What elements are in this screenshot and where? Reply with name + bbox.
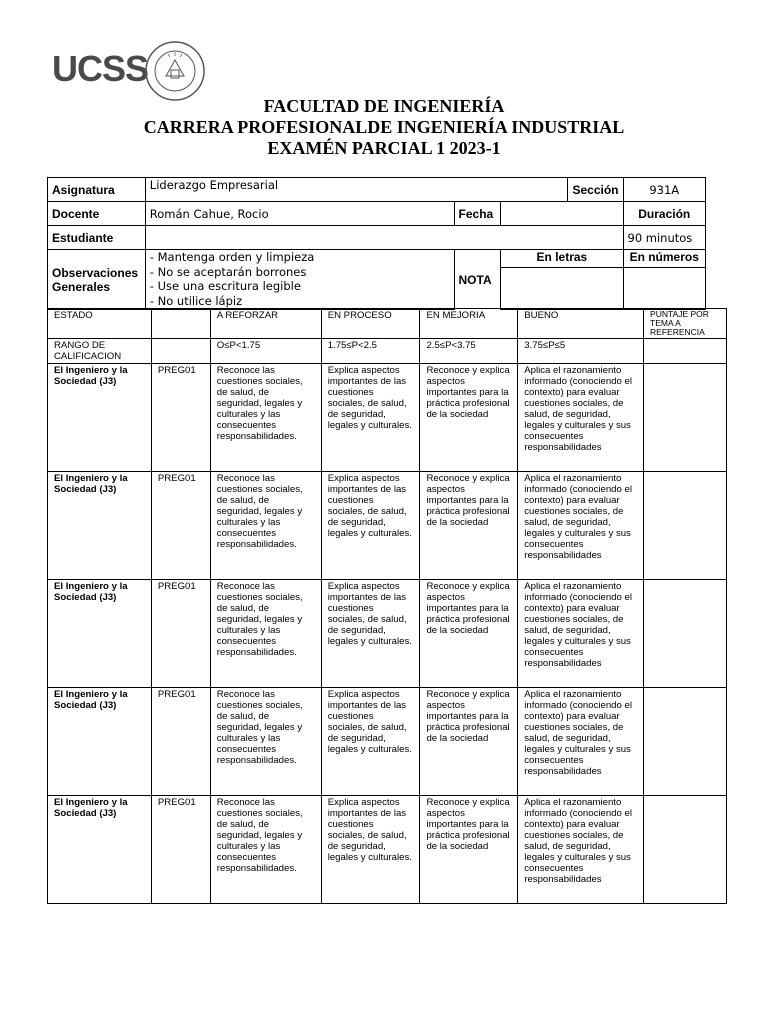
- pregunta-cell: PREG01: [151, 364, 210, 472]
- observaciones-label: Observaciones Generales: [48, 250, 146, 310]
- puntaje-cell[interactable]: [644, 580, 727, 688]
- bueno-cell: Aplica el razonamiento informado (conociendo el contexto) para evaluar cuestiones sociales, de salud, de seguridad, legales y culturales y sus consecuentes responsabilidades: [518, 364, 644, 472]
- proceso-cell: Explica aspectos importantes de las cuestiones sociales, de salud, de seguridad, legales y culturales.: [321, 688, 420, 796]
- mejoria-cell: Reconoce y explica aspectos importantes para la práctica profesional de la sociedad: [420, 580, 518, 688]
- docente-label: Docente: [48, 202, 146, 226]
- rubric-row: [48, 472, 727, 580]
- faculty-title: FACULTAD DE INGENIERÍA: [263, 96, 505, 116]
- proceso-cell: Explica aspectos importantes de las cuestiones sociales, de salud, de seguridad, legales y culturales.: [321, 796, 420, 904]
- bueno-cell: Aplica el razonamiento informado (conociendo el contexto) para evaluar cuestiones sociales, de salud, de seguridad, legales y culturales y sus consecuentes responsabilidades: [518, 472, 644, 580]
- header-puntaje: PUNTAJE POR TEMA A REFERENCIA: [644, 309, 727, 339]
- estudiante-value[interactable]: [145, 226, 623, 250]
- observaciones-list: [145, 250, 454, 310]
- competencia-cell: El Ingeniero y la Sociedad (J3): [48, 580, 152, 688]
- puntaje-cell[interactable]: [644, 688, 727, 796]
- header-en-proceso: EN PROCESO: [321, 309, 420, 339]
- competencia-cell: El Ingeniero y la Sociedad (J3): [48, 688, 152, 796]
- asignatura-label: Asignatura: [48, 178, 146, 202]
- mejoria-cell: Reconoce y explica aspectos importantes para la práctica profesional de la sociedad: [420, 688, 518, 796]
- nota-label: NOTA: [454, 250, 501, 310]
- mejoria-cell: Reconoce y explica aspectos importantes para la práctica profesional de la sociedad: [420, 472, 518, 580]
- nota-en-numeros-field[interactable]: [623, 268, 706, 310]
- logo-wordmark: UCSS: [52, 48, 149, 89]
- range-puntaje: [644, 339, 727, 364]
- puntaje-cell[interactable]: [644, 472, 727, 580]
- rubric-header-row: [48, 309, 727, 339]
- range-label: RANGO DE CALIFICACION: [48, 339, 152, 364]
- duracion-value: 90 minutos: [623, 226, 706, 250]
- proceso-cell: Explica aspectos importantes de las cuestiones sociales, de salud, de seguridad, legales y culturales.: [321, 472, 420, 580]
- pregunta-cell: PREG01: [151, 688, 210, 796]
- reforzar-cell: Reconoce las cuestiones sociales, de salud, de seguridad, legales y culturales y las consecuentes responsabilidades.: [210, 688, 321, 796]
- reforzar-cell: Reconoce las cuestiones sociales, de salud, de seguridad, legales y culturales y las consecuentes responsabilidades.: [210, 796, 321, 904]
- competencia-cell: El Ingeniero y la Sociedad (J3): [48, 364, 152, 472]
- header-a-reforzar: A REFORZAR: [210, 309, 321, 339]
- range-bueno: 3.75≤P≤5: [518, 339, 644, 364]
- en-numeros-label: En números: [623, 250, 706, 268]
- header-en-mejoria: EN MEJORIA: [420, 309, 518, 339]
- range-en-mejoria: 2.5≤P<3.75: [420, 339, 518, 364]
- fecha-value[interactable]: [501, 202, 623, 226]
- observacion-item: - Mantenga orden y limpieza: [150, 250, 450, 265]
- exam-info-table: [47, 177, 706, 310]
- mejoria-cell: Reconoce y explica aspectos importantes para la práctica profesional de la sociedad: [420, 796, 518, 904]
- range-a-reforzar: O≤P<1.75: [210, 339, 321, 364]
- rubric-row: [48, 580, 727, 688]
- range-blank: [151, 339, 210, 364]
- university-seal-icon: [144, 40, 206, 102]
- docente-value[interactable]: Román Cahue, Rocio: [145, 202, 454, 226]
- puntaje-cell[interactable]: [644, 796, 727, 904]
- estudiante-label: Estudiante: [48, 226, 146, 250]
- asignatura-value[interactable]: Liderazgo Empresarial: [145, 178, 568, 202]
- pregunta-cell: PREG01: [151, 580, 210, 688]
- exam-title: EXAMÉN PARCIAL 1 2023-1: [267, 138, 501, 158]
- header-blank: [151, 309, 210, 339]
- puntaje-cell[interactable]: [644, 364, 727, 472]
- reforzar-cell: Reconoce las cuestiones sociales, de salud, de seguridad, legales y culturales y las consecuentes responsabilidades.: [210, 580, 321, 688]
- rubric-row: [48, 796, 727, 904]
- seccion-value[interactable]: 931A: [623, 178, 706, 202]
- mejoria-cell: Reconoce y explica aspectos importantes para la práctica profesional de la sociedad: [420, 364, 518, 472]
- bueno-cell: Aplica el razonamiento informado (conociendo el contexto) para evaluar cuestiones sociales, de salud, de seguridad, legales y culturales y sus consecuentes responsabilidades: [518, 688, 644, 796]
- observacion-item: - No utilice lápiz: [150, 294, 450, 309]
- proceso-cell: Explica aspectos importantes de las cuestiones sociales, de salud, de seguridad, legales y culturales.: [321, 580, 420, 688]
- proceso-cell: Explica aspectos importantes de las cuestiones sociales, de salud, de seguridad, legales y culturales.: [321, 364, 420, 472]
- career-title: CARRERA PROFESIONALDE INGENIERÍA INDUSTRIAL: [143, 117, 625, 137]
- university-logo: [52, 40, 212, 102]
- pregunta-cell: PREG01: [151, 796, 210, 904]
- bueno-cell: Aplica el razonamiento informado (conociendo el contexto) para evaluar cuestiones sociales, de salud, de seguridad, legales y culturales y sus consecuentes responsabilidades: [518, 796, 644, 904]
- nota-en-letras-field[interactable]: [501, 268, 623, 310]
- rubric-row: [48, 364, 727, 472]
- observacion-item: - No se aceptarán borrones: [150, 265, 450, 280]
- pregunta-cell: PREG01: [151, 472, 210, 580]
- fecha-label: Fecha: [454, 202, 501, 226]
- competencia-cell: El Ingeniero y la Sociedad (J3): [48, 472, 152, 580]
- document-titles: [0, 96, 768, 159]
- competencia-cell: El Ingeniero y la Sociedad (J3): [48, 796, 152, 904]
- bueno-cell: Aplica el razonamiento informado (conociendo el contexto) para evaluar cuestiones sociales, de salud, de seguridad, legales y culturales y sus consecuentes responsabilidades: [518, 580, 644, 688]
- range-en-proceso: 1.75≤P<2.5: [321, 339, 420, 364]
- rubric-row: [48, 688, 727, 796]
- reforzar-cell: Reconoce las cuestiones sociales, de salud, de seguridad, legales y culturales y las consecuentes responsabilidades.: [210, 472, 321, 580]
- header-estado: ESTADO: [48, 309, 152, 339]
- rubric-table: [47, 308, 727, 904]
- header-bueno: BUENO: [518, 309, 644, 339]
- observacion-item: - Use una escritura legible: [150, 279, 450, 294]
- reforzar-cell: Reconoce las cuestiones sociales, de salud, de seguridad, legales y culturales y las consecuentes responsabilidades.: [210, 364, 321, 472]
- seccion-label: Sección: [568, 178, 623, 202]
- rubric-range-row: [48, 339, 727, 364]
- duracion-label: Duración: [623, 202, 706, 226]
- en-letras-label: En letras: [501, 250, 623, 268]
